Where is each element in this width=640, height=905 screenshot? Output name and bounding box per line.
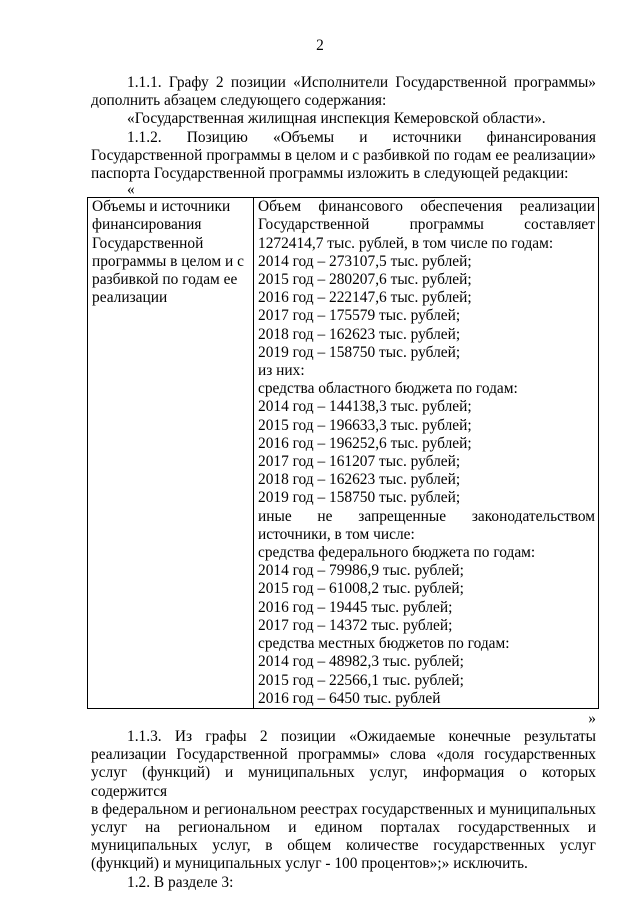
fin-line: 2014 год – 79986,9 тыс. рублей; [258, 562, 464, 580]
paragraph-1-2: 1.2. В разделе 3: [127, 873, 234, 891]
fin-line: источники, в том числе: [258, 525, 415, 543]
fin-line: 2016 год – 222147,6 тыс. рублей; [258, 289, 472, 307]
fin-line: 2017 год – 14372 тыс. рублей; [258, 616, 453, 634]
table-row [88, 198, 599, 709]
fin-line: 2014 год – 273107,5 тыс. рублей; [258, 252, 472, 270]
fin-line: 2018 год – 162623 тыс. рублей; [258, 325, 461, 343]
p113-line-7: (функций) и муниципальных услуг - 100 процентов»;» исключить. [91, 855, 528, 873]
table-cell-financing [254, 198, 599, 709]
p111-line-1: 1.1.1. Графу 2 позиции «Исполнители Государственной программы» [127, 74, 596, 91]
p111-quote: «Государственная жилищная инспекция Кемеровской области». [127, 110, 546, 128]
paragraph-1-1-2 [91, 129, 596, 184]
fin-line: средства областного бюджета по годам: [258, 380, 518, 398]
fin-line: 2015 год – 196633,3 тыс. рублей; [258, 416, 472, 434]
fin-line: 2019 год – 158750 тыс. рублей; [258, 489, 461, 507]
paragraph-1-1-3 [91, 728, 596, 874]
fin-line: 2017 год – 161207 тыс. рублей; [258, 453, 461, 471]
fin-line: 2015 год – 61008,2 тыс. рублей; [258, 580, 464, 598]
fin-line: 2016 год – 19445 тыс. рублей; [258, 598, 453, 616]
fin-line: 1272414,7 тыс. рублей, в том числе по годам: [258, 234, 554, 252]
fin-line: Государственной программы составляет [258, 216, 595, 234]
p112-line-2: Государственной программы в целом и с разбивкой по годам ее реализации» [91, 146, 596, 164]
fin-line: иные не запрещенные законодательством [258, 507, 595, 525]
fin-line: 2015 год – 280207,6 тыс. рублей; [258, 271, 472, 289]
p113-line-4: в федеральном и региональном реестрах государственных и муниципальных [91, 800, 596, 818]
document-body [91, 74, 596, 892]
fin-line: 2016 год – 196252,6 тыс. рублей; [258, 434, 472, 452]
fin-line: 2016 год – 6450 тыс. рублей [258, 689, 441, 707]
fin-line: 2018 год – 162623 тыс. рублей; [258, 471, 461, 489]
fin-line: средства местных бюджетов по годам: [258, 635, 510, 653]
fin-line: из них: [258, 362, 305, 380]
fin-line: средства федерального бюджета по годам: [258, 544, 536, 562]
p111-line-2: дополнить абзацем следующего содержания: [91, 92, 387, 110]
p113-line-1: 1.1.3. Из графы 2 позиции «Ожидаемые конечные результаты [127, 727, 596, 745]
table-cell-label: Объемы и источники финансирования Государственной программы в целом и с разбивкой по годам ее реализации [88, 198, 254, 709]
paragraph-1-1-1 [91, 74, 596, 129]
opening-quote: « [127, 181, 135, 199]
fin-line: 2019 год – 158750 тыс. рублей; [258, 343, 461, 361]
p113-line-5: услуг на региональном и едином порталах государственных и [91, 818, 596, 836]
page-number: 2 [316, 37, 324, 54]
financing-table [87, 197, 599, 709]
p112-line-3: паспорта Государственной программы изложить в следующей редакции: [91, 165, 569, 183]
fin-line: 2015 год – 22566,1 тыс. рублей; [258, 671, 464, 689]
p113-line-3: услуг (функций) и муниципальных услуг, информация о которых содержится [91, 764, 596, 800]
fin-line: 2017 год – 175579 тыс. рублей; [258, 307, 461, 325]
fin-line: 2014 год – 48982,3 тыс. рублей; [258, 653, 464, 671]
p113-line-6: муниципальных услуг, в общем количестве государственных услуг [91, 837, 596, 855]
fin-line: Объем финансового обеспечения реализации [258, 198, 595, 216]
p112-line-1: 1.1.2. Позицию «Объемы и источники финансирования [127, 128, 596, 146]
fin-line: 2014 год – 144138,3 тыс. рублей; [258, 398, 472, 416]
closing-quote: » [588, 709, 596, 727]
p113-line-2: реализации Государственной программы» слова «доля государственных [91, 746, 596, 764]
